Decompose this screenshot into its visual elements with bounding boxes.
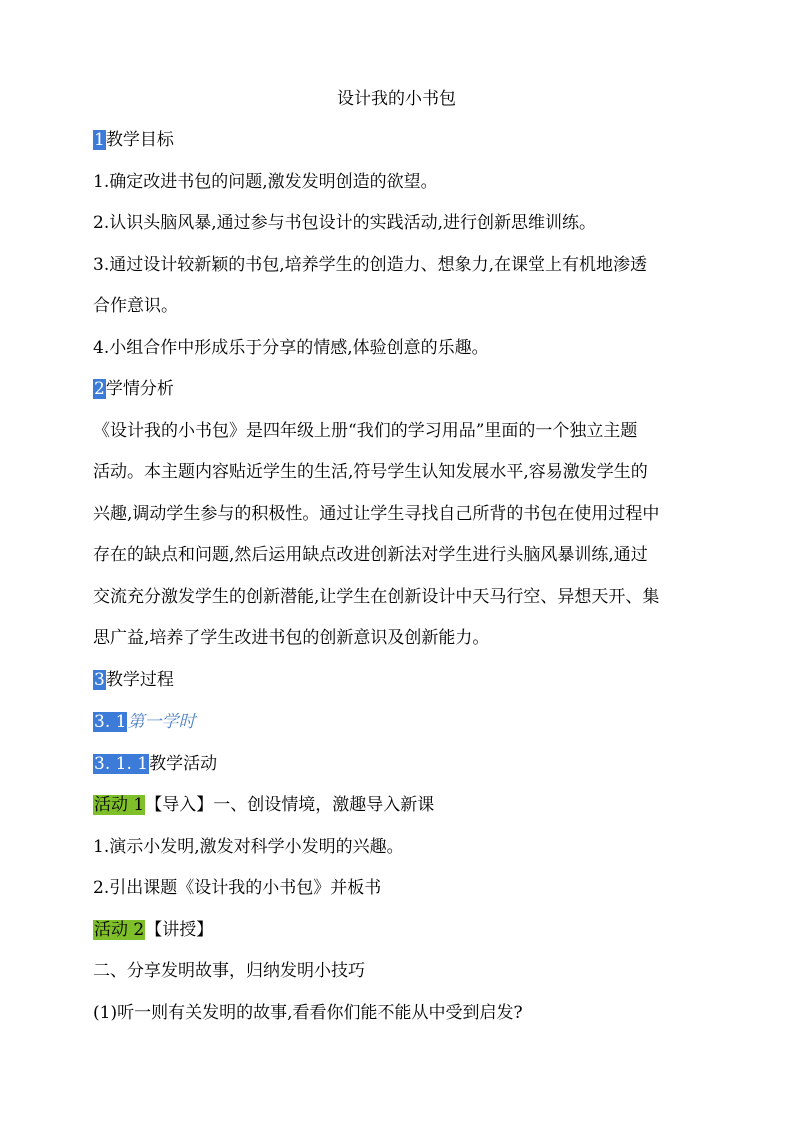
goal-item: 3.通过设计较新颖的书包,培养学生的创造力、想象力,在课堂上有机地渗透	[93, 255, 648, 275]
section-number: 2	[94, 379, 105, 399]
activity-1-heading	[93, 794, 733, 816]
analysis-line: 思广益,培养了学生改进书包的创新意识及创新能力。	[93, 628, 490, 648]
goal-item: 合作意识。	[93, 296, 178, 316]
activity-item: 2.引出课题《设计我的小书包》并板书	[93, 878, 382, 898]
activity-text: 【讲授】	[145, 920, 214, 940]
goal-item: 1.确定改进书包的问题,激发发明创造的欲望。	[93, 172, 438, 192]
section-label: 第一学时	[127, 712, 196, 732]
section-label: 教学目标	[105, 130, 174, 150]
section-heading-process	[93, 669, 733, 691]
analysis-line: 《设计我的小书包》是四年级上册“我们的学习用品”里面的一个独立主题	[93, 421, 638, 441]
page-title: 设计我的小书包	[337, 89, 456, 109]
activity-tag: 活动 2	[94, 920, 145, 940]
activity-item: (1)听一则有关发明的故事,看看你们能不能从中受到启发?	[93, 1003, 523, 1023]
activity-item: 1.演示小发明,激发对科学小发明的兴趣。	[93, 837, 404, 857]
section-label: 教学过程	[105, 670, 174, 690]
subsection-heading-activities	[93, 753, 733, 775]
section-label: 学情分析	[105, 379, 174, 399]
goal-item: 4.小组合作中形成乐于分享的情感,体验创意的乐趣。	[93, 338, 489, 358]
section-heading-goals	[93, 129, 733, 151]
analysis-line: 交流充分激发学生的创新潜能,让学生在创新设计中天马行空、异想天开、集	[93, 587, 660, 607]
activity-text: 【导入】一、创设情境，激趣导入新课	[145, 795, 435, 815]
subsection-heading-lesson	[93, 711, 733, 733]
analysis-line: 活动。本主题内容贴近学生的生活,符号学生认知发展水平,容易激发学生的	[93, 462, 648, 482]
analysis-line: 兴趣,调动学生参与的积极性。通过让学生寻找自己所背的书包在使用过程中	[93, 504, 660, 524]
section-label: 教学活动	[149, 754, 218, 774]
section-number: 1	[94, 130, 105, 150]
section-number: 3. 1. 1	[94, 754, 149, 774]
section-heading-analysis	[93, 378, 733, 400]
activity-subheading: 二、分享发明故事，归纳发明小技巧	[93, 961, 365, 981]
activity-2-heading	[93, 919, 733, 941]
goal-item: 2.认识头脑风暴,通过参与书包设计的实践活动,进行创新思维训练。	[93, 213, 597, 233]
analysis-line: 存在的缺点和问题,然后运用缺点改进创新法对学生进行头脑风暴训练,通过	[93, 545, 648, 565]
section-number: 3. 1	[94, 712, 127, 732]
activity-tag: 活动 1	[94, 795, 145, 815]
section-number: 3	[94, 670, 105, 690]
